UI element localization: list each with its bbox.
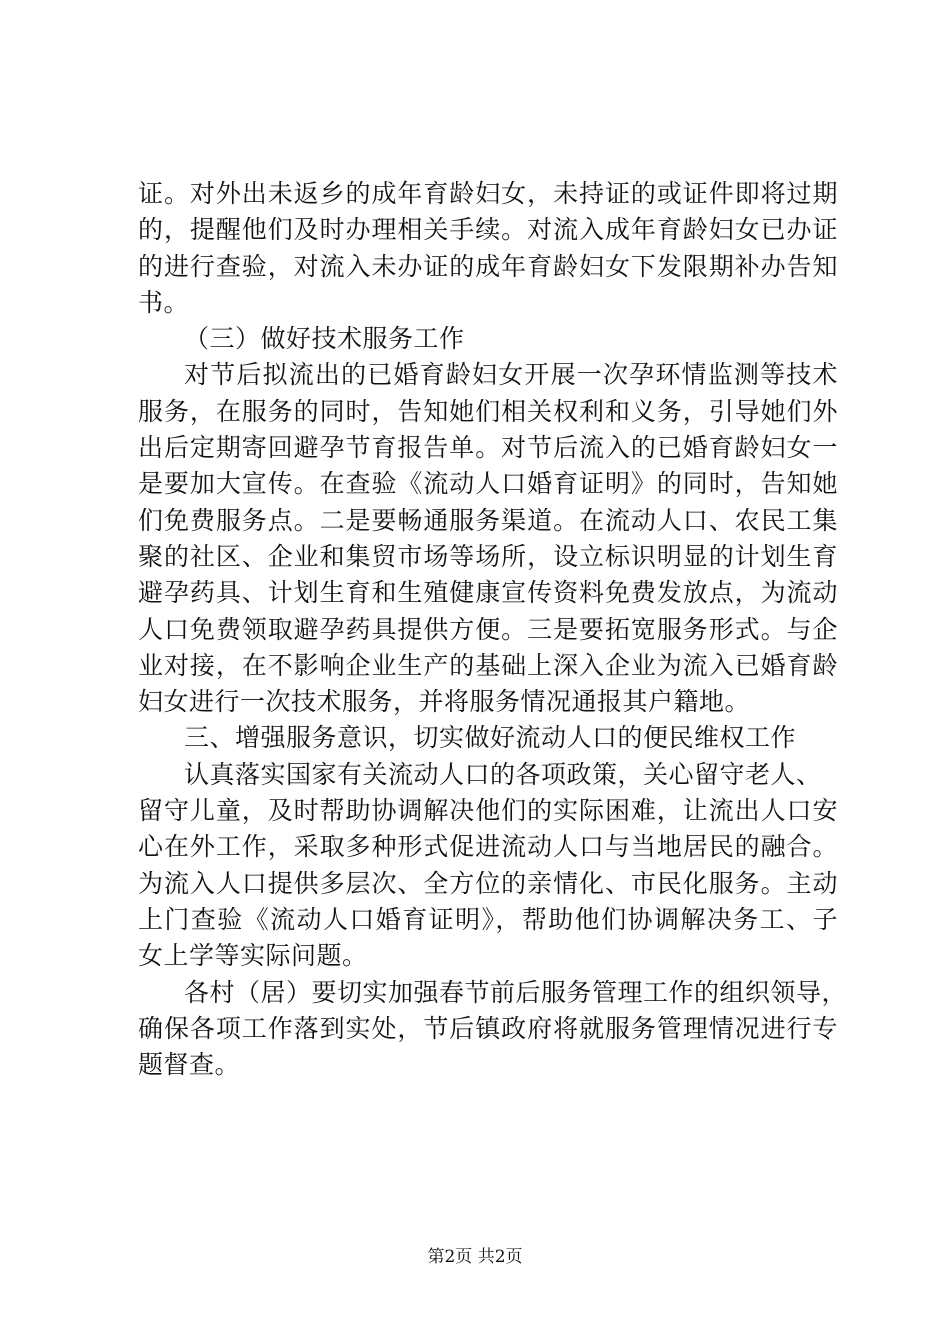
text-line: 人口免费领取避孕药具提供方便。三是要拓宽服务形式。与企 xyxy=(138,614,838,644)
text-line: 们免费服务点。二是要畅通服务渠道。在流动人口、农民工集 xyxy=(138,505,838,535)
text-line: 上门查验《流动人口婚育证明》，帮助他们协调解决务工、子 xyxy=(138,904,838,934)
text-line: 是要加大宣传。在查验《流动人口婚育证明》的同时，告知她 xyxy=(138,469,838,499)
text-line: 心在外工作，采取多种形式促进流动人口与当地居民的融合。 xyxy=(138,832,838,862)
text-line: 业对接，在不影响企业生产的基础上深入企业为流入已婚育龄 xyxy=(138,650,838,680)
text-line: 确保各项工作落到实处，节后镇政府将就服务管理情况进行专 xyxy=(138,1013,838,1043)
text-line: 妇女进行一次技术服务，并将服务情况通报其户籍地。 xyxy=(138,687,751,717)
page-number-footer: 第2页 共2页 xyxy=(427,1247,523,1267)
text-line: 证。对外出未返乡的成年育龄妇女，未持证的或证件即将过期 xyxy=(138,179,838,208)
text-line: 留守儿童，及时帮助协调解决他们的实际困难，让流出人口安 xyxy=(138,796,838,826)
document-body xyxy=(138,176,848,1083)
section-heading: （三）做好技术服务工作 xyxy=(184,324,465,354)
text-line: 出后定期寄回避孕节育报告单。对节后流入的已婚育龄妇女一 xyxy=(138,433,838,463)
text-line: 女上学等实际问题。 xyxy=(138,941,368,971)
text-line: 书。 xyxy=(138,287,190,317)
text-line: 题督查。 xyxy=(138,1050,241,1080)
text-line: 的进行查验，对流入未办证的成年育龄妇女下发限期补办告知 xyxy=(138,251,838,281)
section-heading: 三、增强服务意识，切实做好流动人口的便民维权工作 xyxy=(184,723,797,753)
text-line: 对节后拟流出的已婚育龄妇女开展一次孕环情监测等技术 xyxy=(184,360,838,390)
text-line: 服务，在服务的同时，告知她们相关权利和义务，引导她们外 xyxy=(138,396,838,426)
text-line: 各村（居）要切实加强春节前后服务管理工作的组织领导， xyxy=(184,977,848,1007)
text-line: 聚的社区、企业和集贸市场等场所，设立标识明显的计划生育 xyxy=(138,541,838,571)
text-line: 避孕药具、计划生育和生殖健康宣传资料免费发放点，为流动 xyxy=(138,578,838,608)
text-line: 认真落实国家有关流动人口的各项政策，关心留守老人、 xyxy=(184,759,822,789)
text-line: 的，提醒他们及时办理相关手续。对流入成年育龄妇女已办证 xyxy=(138,215,838,245)
text-line: 为流入人口提供多层次、全方位的亲情化、市民化服务。主动 xyxy=(138,868,838,898)
